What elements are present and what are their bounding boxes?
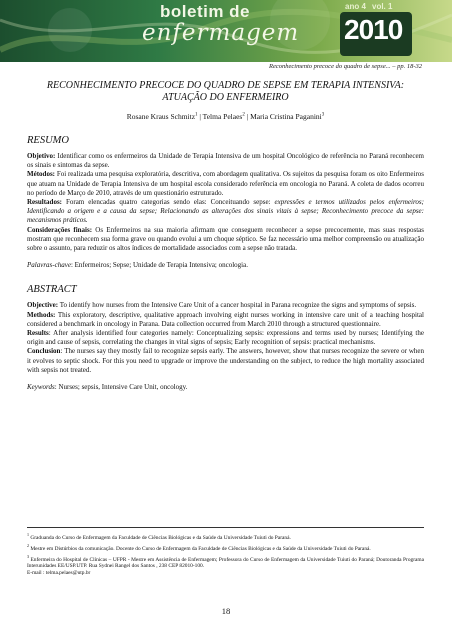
text: Mestre em Distúrbios da comunicação. Docente do Curso de Enfermagem da Faculdade de Ciências Biológicas e da Saúde da Universidade Tuiuti do Paraná. [29, 545, 371, 552]
journal-name-bottom: enfermagem [142, 20, 300, 46]
text: : Enfermeiros; Sepse; Unidade de Terapia Intensiva; oncologia. [70, 261, 248, 270]
author-footnote-ref: 2 [242, 112, 245, 118]
text: Os Enfermeiros na sua maioria afirmam que conseguem reconhecer a sepse precocemente, mas suas respostas mostram que reconhecem sua forma grave ou quando evolui a um choque séptico. Se faz necessário uma melhor compreensão ou atualização sobre o assunto, para reduzir os altos índices de mortalidade associados com a sepse não tratada. [27, 225, 424, 253]
abstract-keywords [27, 383, 424, 392]
text: Graduanda do Curso de Enfermagem da Faculdade de Ciências Biológicas e da Saúde da Universidade Tuiuti do Paraná. [29, 534, 291, 541]
author-name: Rosane Kraus Schmitz [126, 112, 196, 121]
title-line-1: RECONHECIMENTO PRECOCE DO QUADRO DE SEPSE EM TERAPIA INTENSIVA: [46, 80, 405, 91]
journal-banner [0, 0, 452, 62]
label: Considerações finais: [27, 225, 93, 234]
text: Foi realizada uma pesquisa exploratória, descritiva, com abordagem qualitativa. Os sujeitos da pesquisa foram os oito Enfermeiros que atuam na Unidade de Terapia Intensiva de um hospital escola considerado referência em oncologia no Paraná. A coleta de dados ocorreu no período de Março de 2010, através de um questionário estruturado. [27, 170, 424, 197]
label: Objective: [27, 301, 59, 310]
label: Conclusion [27, 347, 61, 356]
label: Keywords [27, 383, 55, 392]
author-footnote-ref: 3 [321, 112, 325, 118]
abstract-methods [27, 311, 424, 329]
abstract-conclusion [27, 347, 424, 375]
text: Identificar como os enfermeiros da Unidade de Terapia Intensiva de um hospital Oncológico de referência no Paraná reconhecem os sinais e sintomas da sepse. [27, 152, 424, 170]
badge-year-number: 2010 [344, 14, 403, 45]
resumo-consideracoes [27, 226, 424, 254]
author-name: Maria Cristina Paganini [250, 112, 322, 121]
text-italic: expressões e termos utilizados pelos enfermeiros; Identificando a origem e a causa da sepse; Relacionando as alterações dos sinais vitais à sepse; Reconhecimento precoce da sepse: mecanismos práticos. [27, 198, 424, 225]
label: Resultados: [27, 198, 63, 207]
text: : The nurses say they mostly fail to recognize sepsis early. The answers, however, show that nurses recognize the severe or when it evolves to septic shock. For this you need to upgrade or improve the understanding on the subject, to reduce the high mortality associated with sepsis not treated. [27, 347, 424, 374]
label: Methods: [27, 310, 56, 319]
footnote-2 [27, 542, 424, 553]
journal-name-top: boletim de [160, 2, 251, 21]
author-separator: | [244, 112, 251, 121]
author-name: Telma Pelaes [202, 112, 243, 121]
resumo-keywords [27, 261, 424, 270]
abstract-results [27, 329, 424, 347]
author-list [27, 112, 424, 121]
text: : Nurses; sepsis, Intensive Care Unit, oncology. [54, 383, 188, 392]
article-body [27, 80, 424, 392]
resumo-resultados [27, 198, 424, 226]
label: Objetivo: [27, 152, 56, 160]
footnotes [27, 527, 424, 577]
resumo-metodos [27, 170, 424, 198]
text: Foram elencadas quatro categorias sendo elas: Conceituando sepse: [62, 198, 275, 207]
author-separator: | [197, 112, 203, 121]
footnote-1 [27, 531, 424, 542]
footnote-3 [27, 553, 424, 571]
running-head: Reconhecimento precoce do quadro de sepse... – pp. 18-32 [269, 63, 422, 70]
text: Enfermeira do Hospital de Clínicas – UFPR - Mestre em Assistência de Enfermagem; Professora do Curso de Enfermagem da Universidade Tuiuti do Paraná; Doutoranda Programa Interunidades EE/USP.UTP. Rua Sydnei Rangel dos Santos , 238 CEP 82010-100. [27, 556, 424, 570]
abstract-objective [27, 301, 424, 310]
author-footnote-ref: 1 [195, 112, 198, 118]
label: Métodos: [27, 170, 55, 179]
resumo-objetivo [27, 152, 424, 170]
resumo-heading: RESUMO [27, 135, 69, 146]
text: : After analysis identified four categories namely: Conceptualizing sepsis: expressions and terms used by nurses; Identifying the origin and cause of sepsis, correlating the changes in vital signs of sepsis; Early recognition of sepsis: practical mechanisms. [27, 329, 424, 347]
text: To identify how nurses from the Intensive Care Unit of a cancer hospital in Parana recognize the signs and symptoms of sepsis. [58, 301, 417, 310]
label: Results [27, 329, 49, 338]
title-line-2: ATUAÇÃO DO ENFERMEIRO [162, 92, 289, 103]
abstract-heading: ABSTRACT [27, 284, 77, 296]
footnote-mark: 2 [27, 542, 29, 548]
text: This exploratory, descriptive, qualitative approach involving eight nurses working in intensive care unit of a teaching hospital considered a benchmark in oncology in Parana. Data collection occurred from March 2010 through a structured questionnaire. [27, 310, 424, 328]
badge-ano: ano 4 [345, 2, 366, 11]
article-title [27, 80, 424, 104]
badge-vol: vol. 1 [372, 2, 393, 11]
footnote-mark: 1 [27, 532, 29, 537]
label: Palavras-chave [27, 261, 71, 270]
page-number: 18 [221, 606, 231, 616]
footnote-mark: 3 [27, 553, 29, 559]
footnote-email: E-mail : telma.pelaes@utp.br [27, 570, 91, 577]
